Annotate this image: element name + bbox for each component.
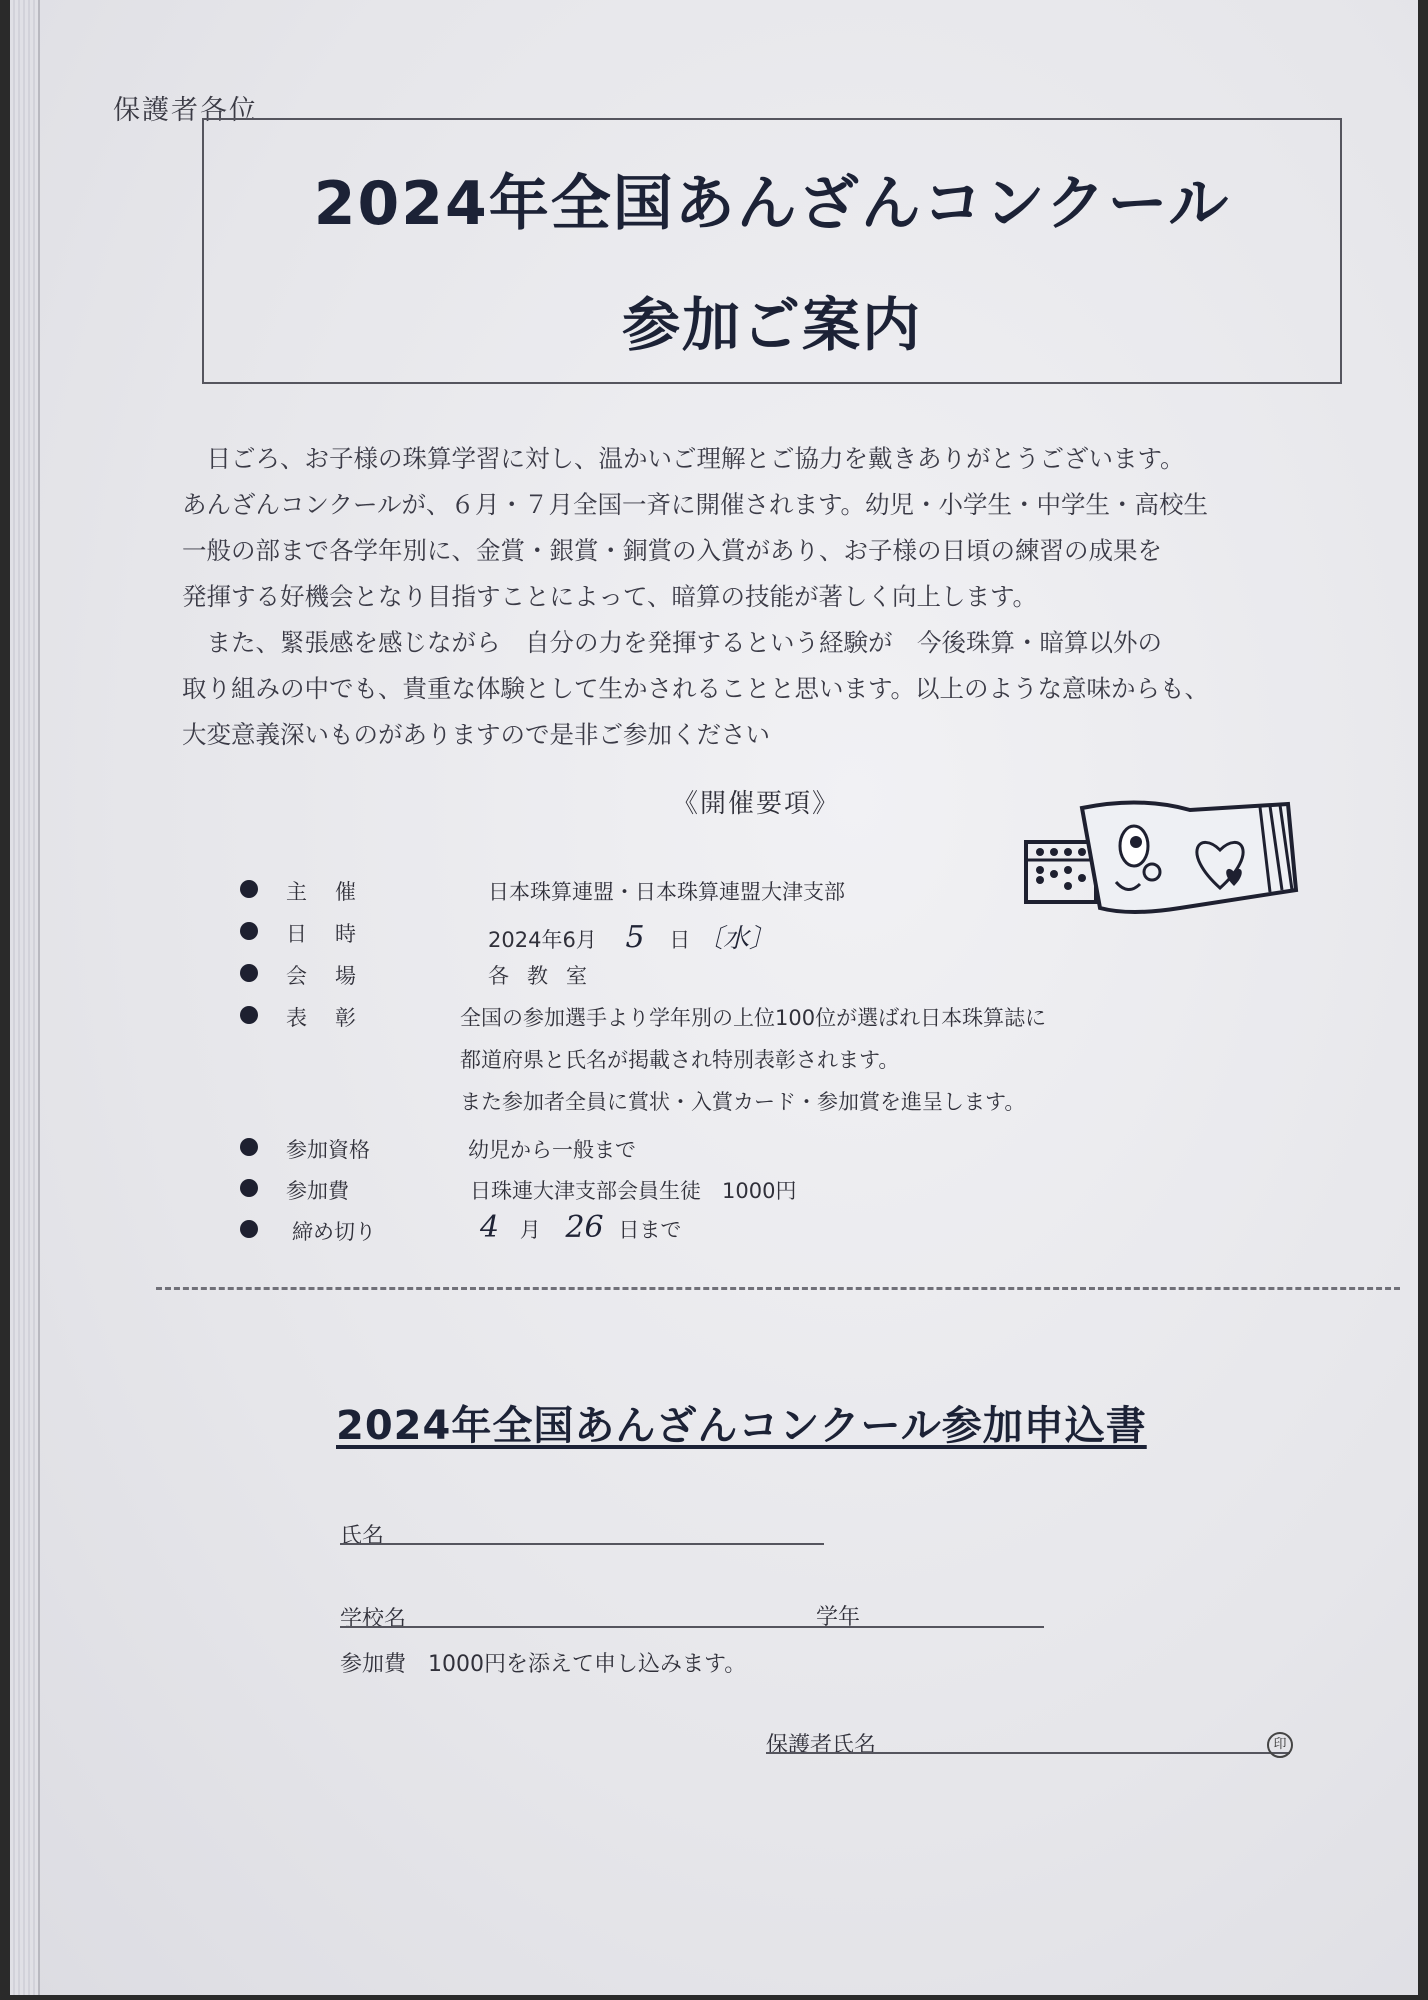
bullet-icon xyxy=(240,1220,258,1238)
guardian-field[interactable] xyxy=(766,1752,1290,1754)
detail-label: 締め切り xyxy=(292,1220,376,1244)
bullet-icon xyxy=(240,1179,258,1197)
title-box xyxy=(202,118,1342,384)
fee-note: 参加費 1000円を添えて申し込みます。 xyxy=(340,1652,747,1677)
bullet-icon xyxy=(240,964,258,982)
deadline-month-handwritten: 4 xyxy=(480,1210,500,1245)
grade-label: 学年 xyxy=(816,1605,861,1630)
detail-value xyxy=(480,1210,681,1245)
main-title: 2024年全国あんざんコンクール xyxy=(313,169,1231,239)
bullet-icon xyxy=(240,1006,258,1024)
deadline-day-unit: 日まで xyxy=(618,1218,682,1242)
intro-line: 取り組みの中でも、貴重な体験として生かされることと思います。以上のような意味からも、 xyxy=(182,674,1210,703)
intro-line: 発揮する好機会となり目指すことによって、暗算の技能が著しく向上します。 xyxy=(182,582,1038,611)
detail-value: 都道府県と氏名が掲載され特別表彰されます。 xyxy=(460,1048,900,1072)
detail-value: また参加者全員に賞状・入賞カード・参加賞を進呈します。 xyxy=(460,1090,1026,1114)
date-weekday-handwritten: 〔水〕 xyxy=(696,924,775,954)
detail-label: 表彰 xyxy=(286,1006,384,1030)
notice-sheet xyxy=(10,0,1418,1995)
application-form-title: 2024年全国あんざんコンクール参加申込書 xyxy=(336,1403,1147,1449)
abacus-carp-illustration xyxy=(1020,790,1320,940)
intro-line: あんざんコンクールが、６月・７月全国一斉に開催されます。幼児・小学生・中学生・高校生 xyxy=(182,490,1209,519)
seal-mark-icon: 印 xyxy=(1267,1732,1293,1758)
guardian-label: 保護者氏名 xyxy=(766,1733,877,1758)
date-day-handwritten: 5 xyxy=(625,920,645,955)
intro-line: 一般の部まで各学年別に、金賞・銀賞・銅賞の入賞があり、お子様の日頃の練習の成果を xyxy=(182,536,1162,565)
date-year-month: 2024年6月 xyxy=(488,928,597,952)
binding-edge xyxy=(10,0,40,1995)
intro-line: 大変意義深いものがありますので是非ご参加ください xyxy=(182,720,770,749)
cut-line xyxy=(156,1287,1400,1290)
detail-label: 会場 xyxy=(286,964,384,988)
detail-value: 日珠連大津支部会員生徒 1000円 xyxy=(470,1179,797,1203)
detail-value: 各教室 xyxy=(488,964,605,988)
intro-text xyxy=(182,436,1209,758)
school-label: 学校名 xyxy=(340,1607,407,1632)
intro-line: また、緊張感を感じながら 自分の力を発揮するという経験が 今後珠算・暗算以外の xyxy=(182,628,1162,657)
detail-value: 幼児から一般まで xyxy=(468,1138,636,1162)
detail-value: 全国の参加選手より学年別の上位100位が選ばれ日本珠算誌に xyxy=(460,1006,1047,1030)
detail-value xyxy=(488,918,775,955)
section-heading: 《開催要項》 xyxy=(672,789,841,819)
detail-label: 参加費 xyxy=(286,1179,349,1203)
bullet-icon xyxy=(240,1138,258,1156)
school-field[interactable] xyxy=(340,1626,1044,1628)
date-day-unit: 日 xyxy=(669,928,691,952)
name-label: 氏名 xyxy=(340,1524,385,1549)
detail-value: 日本珠算連盟・日本珠算連盟大津支部 xyxy=(488,880,845,904)
main-subtitle: 参加ご案内 xyxy=(621,291,922,359)
intro-line: 日ごろ、お子様の珠算学習に対し、温かいご理解とご協力を戴きありがとうございます。 xyxy=(182,444,1185,473)
detail-label: 主催 xyxy=(286,880,384,904)
detail-label: 日時 xyxy=(286,922,384,946)
bullet-icon xyxy=(240,880,258,898)
deadline-month-unit: 月 xyxy=(519,1218,541,1242)
deadline-day-handwritten: 26 xyxy=(565,1210,604,1245)
bullet-icon xyxy=(240,922,258,940)
name-field[interactable] xyxy=(340,1543,824,1545)
detail-label: 参加資格 xyxy=(286,1138,370,1162)
addressee: 保護者各位 xyxy=(113,95,258,126)
